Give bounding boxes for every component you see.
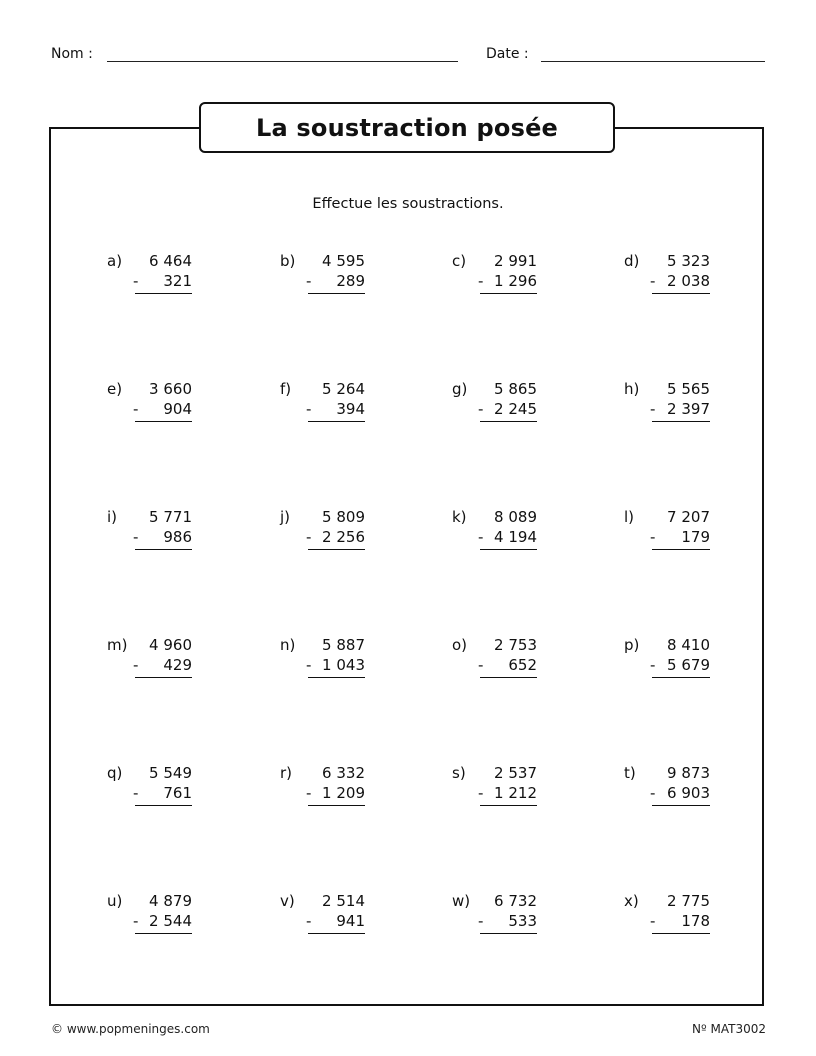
subtrahend: 6 903 (667, 784, 710, 802)
minuend: 3 660 (149, 380, 192, 398)
problem-letter: v) (280, 892, 295, 910)
minus-sign: - (133, 272, 139, 290)
minus-sign: - (650, 272, 656, 290)
minuend: 2 775 (667, 892, 710, 910)
minus-sign: - (478, 912, 484, 930)
minuend: 5 323 (667, 252, 710, 270)
answer-line[interactable] (135, 549, 192, 550)
answer-line[interactable] (308, 549, 365, 550)
subtraction-problem (452, 508, 537, 568)
minus-sign: - (306, 272, 312, 290)
subtraction-problem (624, 636, 710, 696)
minuend: 4 960 (149, 636, 192, 654)
problem-letter: a) (107, 252, 123, 270)
subtraction-problem (280, 764, 365, 824)
subtrahend: 178 (681, 912, 710, 930)
subtrahend: 5 679 (667, 656, 710, 674)
answer-line[interactable] (308, 421, 365, 422)
problem-letter: h) (624, 380, 640, 398)
minus-sign: - (650, 656, 656, 674)
problem-letter: u) (107, 892, 123, 910)
subtraction-problem (280, 508, 365, 568)
subtrahend: 904 (163, 400, 192, 418)
answer-line[interactable] (308, 677, 365, 678)
subtrahend: 4 194 (494, 528, 537, 546)
problem-letter: p) (624, 636, 640, 654)
minus-sign: - (133, 528, 139, 546)
problem-letter: f) (280, 380, 292, 398)
minuend: 5 809 (322, 508, 365, 526)
name-field[interactable] (107, 61, 458, 62)
subtraction-problem (624, 380, 710, 440)
minus-sign: - (306, 784, 312, 802)
minuend: 7 207 (667, 508, 710, 526)
answer-line[interactable] (480, 933, 537, 934)
minus-sign: - (478, 400, 484, 418)
minus-sign: - (133, 400, 139, 418)
problem-letter: o) (452, 636, 468, 654)
minuend: 2 514 (322, 892, 365, 910)
answer-line[interactable] (135, 805, 192, 806)
minus-sign: - (650, 400, 656, 418)
subtraction-problem (452, 764, 537, 824)
subtrahend: 1 209 (322, 784, 365, 802)
subtraction-problem (452, 252, 537, 312)
problem-letter: w) (452, 892, 471, 910)
minus-sign: - (133, 912, 139, 930)
answer-line[interactable] (480, 677, 537, 678)
subtrahend: 533 (508, 912, 537, 930)
subtrahend: 1 212 (494, 784, 537, 802)
subtrahend: 429 (163, 656, 192, 674)
date-field[interactable] (541, 61, 765, 62)
minus-sign: - (478, 656, 484, 674)
minus-sign: - (306, 400, 312, 418)
problem-letter: j) (280, 508, 291, 526)
minuend: 9 873 (667, 764, 710, 782)
problem-letter: l) (624, 508, 635, 526)
problem-letter: m) (107, 636, 128, 654)
problem-letter: t) (624, 764, 636, 782)
subtraction-problem (624, 508, 710, 568)
problem-letter: c) (452, 252, 467, 270)
answer-line[interactable] (652, 293, 710, 294)
answer-line[interactable] (652, 805, 710, 806)
minuend: 5 549 (149, 764, 192, 782)
subtraction-problem (452, 636, 537, 696)
minus-sign: - (306, 528, 312, 546)
answer-line[interactable] (135, 677, 192, 678)
answer-line[interactable] (652, 549, 710, 550)
minus-sign: - (650, 784, 656, 802)
minuend: 5 771 (149, 508, 192, 526)
answer-line[interactable] (308, 805, 365, 806)
subtrahend: 2 245 (494, 400, 537, 418)
minus-sign: - (306, 656, 312, 674)
subtraction-problem (107, 636, 192, 696)
subtraction-problem (107, 764, 192, 824)
minuend: 5 865 (494, 380, 537, 398)
minuend: 5 887 (322, 636, 365, 654)
answer-line[interactable] (135, 421, 192, 422)
name-label: Nom : (51, 46, 93, 62)
subtraction-problem (107, 508, 192, 568)
subtraction-problem (107, 892, 192, 952)
problem-letter: k) (452, 508, 467, 526)
subtraction-problem (624, 252, 710, 312)
subtrahend: 2 256 (322, 528, 365, 546)
subtrahend: 652 (508, 656, 537, 674)
instruction: Effectue les soustractions. (312, 196, 504, 212)
answer-line[interactable] (480, 549, 537, 550)
minuend: 8 410 (667, 636, 710, 654)
copyright: © www.popmeninges.com (51, 1022, 210, 1036)
minuend: 8 089 (494, 508, 537, 526)
problem-letter: e) (107, 380, 123, 398)
answer-line[interactable] (652, 933, 710, 934)
subtraction-problem (452, 892, 537, 952)
subtraction-problem (107, 252, 192, 312)
subtrahend: 1 296 (494, 272, 537, 290)
minuend: 4 879 (149, 892, 192, 910)
minus-sign: - (306, 912, 312, 930)
subtrahend: 394 (336, 400, 365, 418)
page-title: La soustraction posée (199, 102, 615, 153)
answer-line[interactable] (480, 293, 537, 294)
subtraction-problem (280, 252, 365, 312)
subtrahend: 321 (163, 272, 192, 290)
subtraction-problem (280, 636, 365, 696)
subtrahend: 2 038 (667, 272, 710, 290)
problem-letter: i) (107, 508, 118, 526)
answer-line[interactable] (135, 933, 192, 934)
answer-line[interactable] (652, 421, 710, 422)
minuend: 6 732 (494, 892, 537, 910)
reference-number: Nº MAT3002 (692, 1022, 766, 1036)
minus-sign: - (650, 912, 656, 930)
problem-letter: n) (280, 636, 296, 654)
problem-letter: s) (452, 764, 466, 782)
problem-letter: q) (107, 764, 123, 782)
minus-sign: - (478, 528, 484, 546)
minus-sign: - (133, 656, 139, 674)
answer-line[interactable] (480, 805, 537, 806)
problem-letter: r) (280, 764, 293, 782)
problem-letter: g) (452, 380, 468, 398)
subtrahend: 289 (336, 272, 365, 290)
subtraction-problem (107, 380, 192, 440)
minuend: 4 595 (322, 252, 365, 270)
subtraction-problem (624, 892, 710, 952)
minuend: 5 264 (322, 380, 365, 398)
answer-line[interactable] (308, 933, 365, 934)
answer-line[interactable] (308, 293, 365, 294)
minus-sign: - (133, 784, 139, 802)
subtraction-problem (624, 764, 710, 824)
date-label: Date : (486, 46, 529, 62)
subtraction-problem (452, 380, 537, 440)
minus-sign: - (478, 272, 484, 290)
minuend: 2 753 (494, 636, 537, 654)
minuend: 2 991 (494, 252, 537, 270)
minuend: 5 565 (667, 380, 710, 398)
answer-line[interactable] (480, 421, 537, 422)
subtrahend: 2 544 (149, 912, 192, 930)
answer-line[interactable] (135, 293, 192, 294)
minuend: 6 332 (322, 764, 365, 782)
minuend: 6 464 (149, 252, 192, 270)
minus-sign: - (650, 528, 656, 546)
subtrahend: 941 (336, 912, 365, 930)
subtrahend: 2 397 (667, 400, 710, 418)
subtrahend: 761 (163, 784, 192, 802)
problem-letter: d) (624, 252, 640, 270)
minus-sign: - (478, 784, 484, 802)
minuend: 2 537 (494, 764, 537, 782)
subtrahend: 179 (681, 528, 710, 546)
subtrahend: 1 043 (322, 656, 365, 674)
problem-letter: x) (624, 892, 639, 910)
problem-letter: b) (280, 252, 296, 270)
answer-line[interactable] (652, 677, 710, 678)
subtraction-problem (280, 892, 365, 952)
subtrahend: 986 (163, 528, 192, 546)
subtraction-problem (280, 380, 365, 440)
